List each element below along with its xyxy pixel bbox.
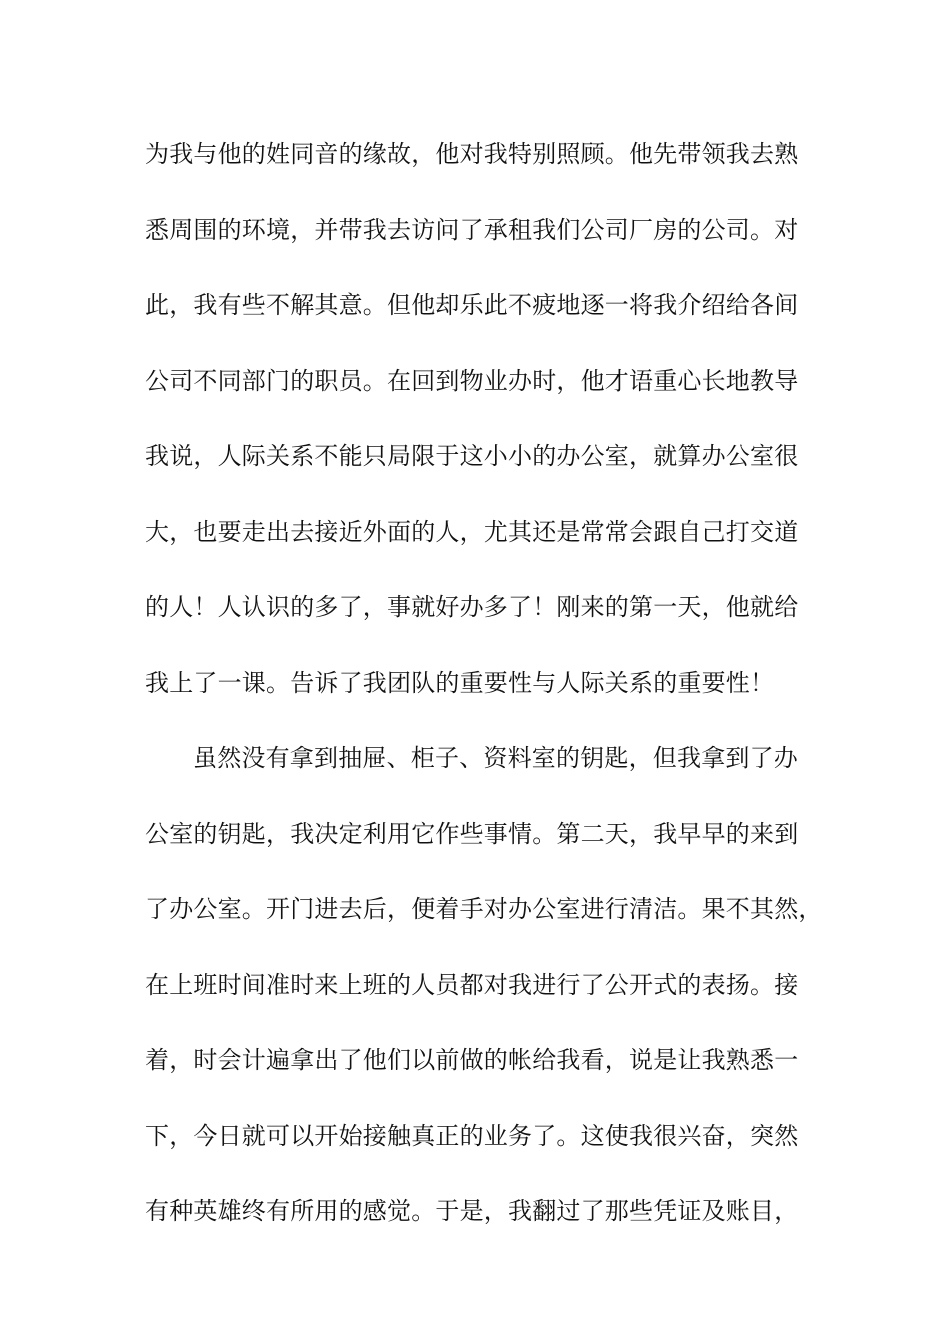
text-line: 公室的钥匙，我决定利用它作些事情。第二天，我早早的来到 [145,819,799,848]
text-line: 我说，人际关系不能只局限于这小小的办公室，就算办公室很 [145,442,799,470]
text-line: 着，时会计遍拿出了他们以前做的帐给我看，说是让我熟悉一 [145,1046,799,1074]
text-line: 悉周围的环境，并带我去访问了承租我们公司厂房的公司。对 [145,215,799,244]
text-line: 了办公室。开门进去后，便着手对办公室进行清洁。果不其然， [145,895,823,923]
body-text [145,124,835,1257]
text-line: 此，我有些不解其意。但他却乐此不疲地逐一将我介绍给各间 [145,291,799,319]
paragraph-first-line: 虽然没有拿到抽屉、柜子、资料室的钥匙，但我拿到了办 [193,744,798,772]
text-line: 下，今日就可以开始接触真正的业务了。这使我很兴奋，突然 [145,1121,799,1150]
text-line: 在上班时间准时来上班的人员都对我进行了公开式的表扬。接 [145,970,799,999]
text-line: 公司不同部门的职员。在回到物业办时，他才语重心长地教导 [145,366,799,395]
text-line: 大，也要走出去接近外面的人，尤其还是常常会跟自己打交道 [145,517,799,546]
text-line: 的人！人认识的多了，事就好办多了！刚来的第一天，他就给 [145,593,799,621]
text-line: 有种英雄终有所用的感觉。于是，我翻过了那些凭证及账目， [145,1197,799,1225]
text-line: 为我与他的姓同音的缘故，他对我特别照顾。他先带领我去熟 [145,140,799,168]
text-line: 我上了一课。告诉了我团队的重要性与人际关系的重要性！ [145,668,775,697]
